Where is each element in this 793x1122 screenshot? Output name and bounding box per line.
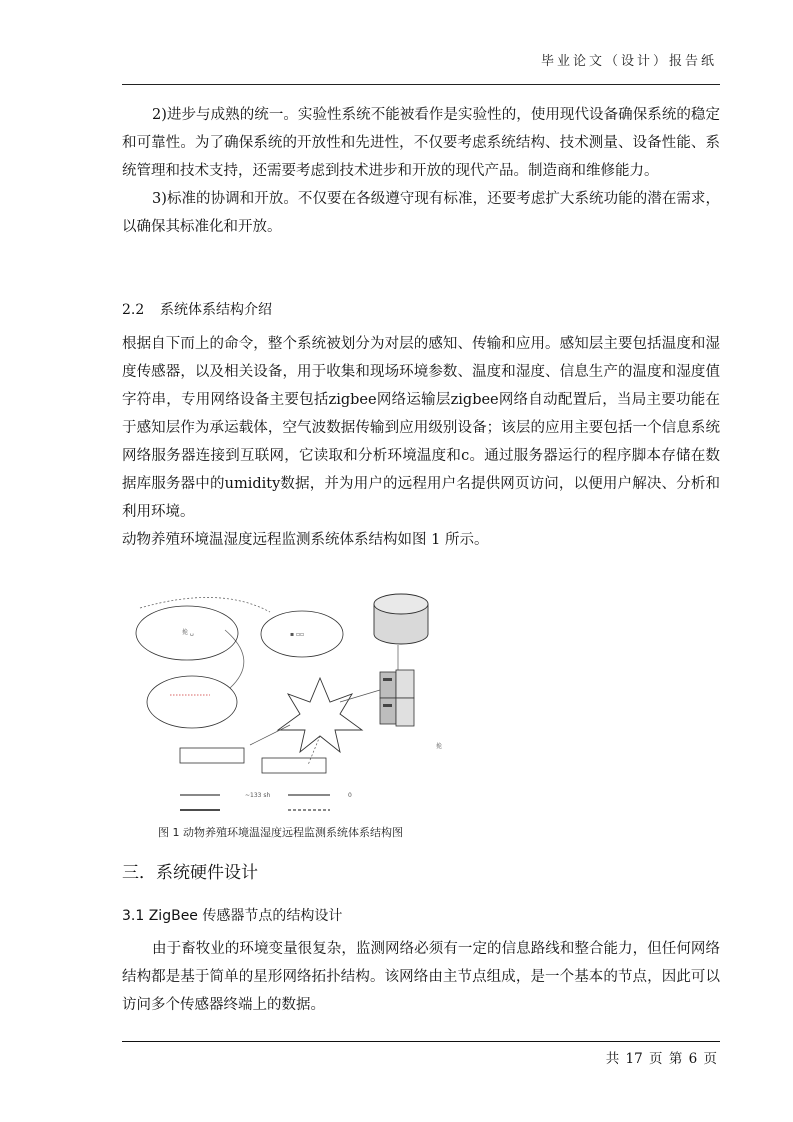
paragraph-progress-maturity: 2)进步与成熟的统一。实验性系统不能被看作是实验性的，使用现代设备确保系统的稳定和可靠性。为了确保系统的开放性和先进性，不仅要考虑系统结构、技术测量、设备性能、系统管理和技术支持，还需要考虑到技术进步和开放的现代产品。制造商和维修能力。 (122, 107, 720, 179)
page-header-title: 毕业论文（设计）报告纸 (540, 54, 717, 69)
database-icon (374, 594, 428, 644)
section-number: 2.2 (122, 302, 145, 318)
connector-arc (225, 630, 244, 688)
paragraph-standards: 3)标准的协调和开放。不仅要在各级遵守现有标准，还要考虑扩大系统功能的潜在需求，以确保其标准化和开放。 (122, 191, 720, 235)
svg-text:㧪 ␣: 㧪 ␣ (182, 629, 194, 636)
architecture-figure (130, 590, 450, 820)
section-title: 系统体系结构介绍 (160, 302, 272, 318)
sensor-area-ellipse-3 (147, 676, 237, 728)
label-box-1 (180, 748, 244, 763)
figure-caption: 图 1 动物养殖环境温湿度远程监测系统体系结构图 (158, 826, 403, 839)
internet-star-icon (278, 678, 362, 752)
server-icon (380, 670, 414, 726)
paragraph-architecture: 根据自下而上的命令，整个系统被划分为对层的感知、传输和应用。感知层主要包括温度和湿度传感器，以及相关设备，用于收集和现场环境参数、温度和湿度、信息生产的温度和湿度值字符串，专用网络设备主要包括zigbee网络运输层zigbee网络自动配置后，当局主要功能在于感知层作为承运载体，空气波数据传输到应用级别设备；该层的应用主要包括一个信息系统网络服务器连接到互联网，它读取和分析环境温度和c。通过服务器运行的程序脚本存储在数据库服务器中的umidity数据，并为用户的远程用户名提供网页访问，以便用户解决、分析和利用环境。 (122, 336, 720, 520)
paragraph-zigbee-node: 由于畜牧业的环境变量很复杂，监测网络必须有一定的信息路线和整合能力，但任何网络结构都是基于简单的星形网络拓扑结构。该网络由主节点组成，是一个基本的节点，因此可以访问多个传感器终端上的数据。 (122, 941, 720, 1013)
section-heading-3-1 (122, 905, 342, 925)
chapter-heading-3: 三．系统硬件设计 (122, 863, 258, 883)
page-footer: 共 17 页 第 6 页 (605, 1051, 717, 1067)
architecture-paragraphs (122, 330, 720, 554)
legend-right-label: 0 (348, 792, 352, 799)
legend-line-label: ~133 sh (245, 792, 271, 799)
header-rule (122, 84, 720, 85)
section-title: ZigBee 传感器节点的结构设计 (148, 908, 343, 924)
section-heading-2-2 (122, 299, 272, 319)
footer-rule (122, 1041, 720, 1042)
svg-text:▪ ▫▫: ▪ ▫▫ (290, 631, 305, 638)
svg-text:㧪: 㧪 (436, 743, 443, 750)
top-paragraphs (122, 101, 720, 241)
paragraph-figure-reference: 动物养殖环境温湿度远程监测系统体系结构如图 1 所示。 (122, 532, 489, 548)
section-number: 3.1 (122, 908, 145, 924)
section-3-1-body (122, 935, 720, 1019)
label-box-2 (262, 758, 326, 773)
